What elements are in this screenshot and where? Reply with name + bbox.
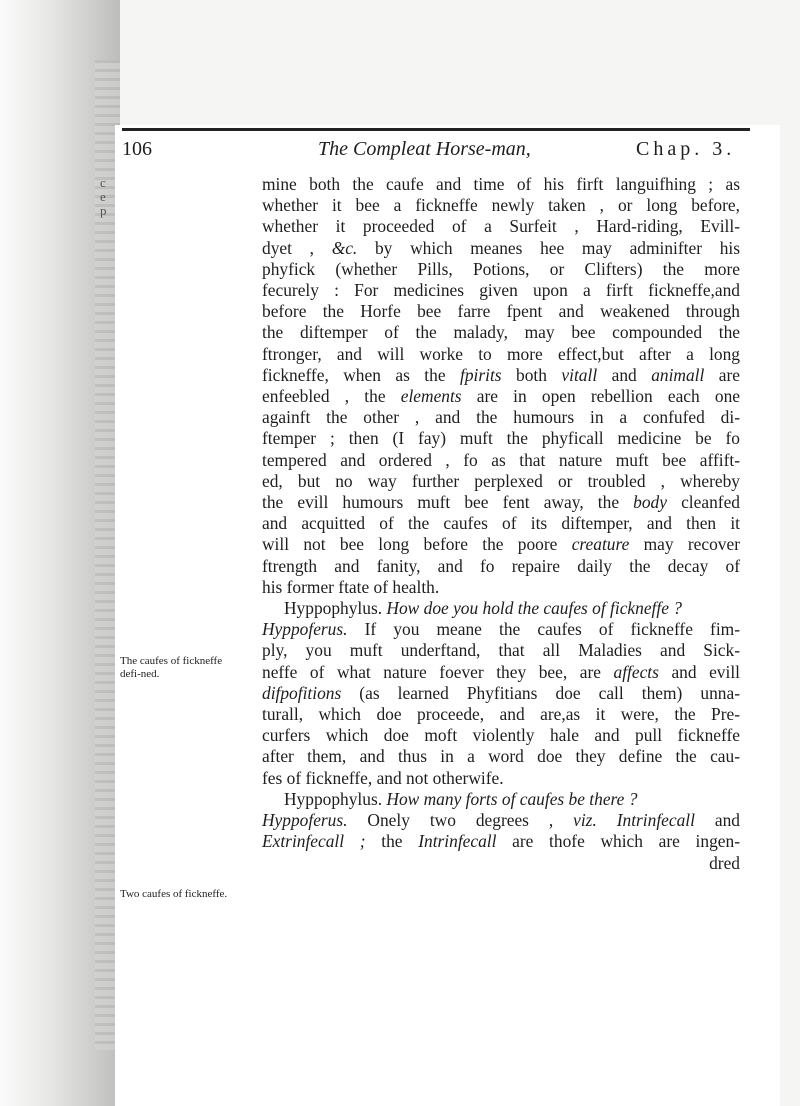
text-line [262, 704, 740, 725]
text-run: by which meanes hee may adminifter his [357, 237, 740, 258]
text-run: againft the other , and the humours in a confufed di- [262, 407, 740, 428]
text-line [262, 662, 740, 683]
italic-text: How doe you hold the caufes of fickneffe ? [386, 598, 682, 619]
page-number: 106 [122, 138, 152, 160]
text-line [262, 789, 740, 810]
text-run: ftronger, and will worke to more effect,but after a long [262, 343, 740, 364]
text-line [262, 492, 740, 513]
text-run: are in open rebellion each one [461, 386, 740, 407]
italic-text: affects [613, 661, 659, 682]
text-line [262, 513, 740, 534]
italic-text: Extrinfecall ; [262, 831, 366, 852]
text-run: whether it proceeded of a Surfeit , Hard-riding, Evill- [262, 216, 740, 237]
chapter-label: Chap. 3. [636, 138, 736, 160]
text-line [262, 619, 740, 640]
italic-text: elements [400, 386, 462, 407]
text-run: cleanfed [666, 492, 740, 513]
text-line [262, 556, 740, 577]
text-run: phyfick (whether Pills, Potions, or Clifters) the more [262, 258, 740, 279]
text-run: Hyppophylus. [284, 598, 387, 619]
italic-text: Intrinfecall [418, 831, 497, 852]
text-run: enfeebled , the [262, 386, 401, 407]
text-line [262, 534, 740, 555]
text-run: the [365, 831, 419, 852]
text-line [262, 322, 740, 343]
text-run: If you meane the caufes of fickneffe fim- [347, 619, 740, 640]
text-run: whether it bee a fickneffe newly taken , or long before, [262, 195, 740, 216]
italic-text: &c. [331, 237, 358, 258]
text-run: and [694, 810, 740, 831]
text-line [262, 640, 740, 661]
text-run: both [501, 364, 562, 385]
text-line [262, 471, 740, 492]
text-run: ply, you muft underftand, that all Maladies and Sick- [262, 640, 740, 661]
text-line [262, 216, 740, 237]
running-title: The Compleat Horse-man, [318, 138, 531, 160]
text-run: before the Horfe bee farre fpent and weakened through [262, 301, 740, 322]
text-run: and evill [658, 661, 740, 682]
text-run: dred [709, 852, 740, 873]
text-run: ftemper ; then (I fay) muft the phyficall medicine be fo [262, 428, 740, 449]
body-text [262, 174, 740, 874]
italic-text: creature [571, 534, 630, 555]
text-line [262, 683, 740, 704]
text-line [262, 428, 740, 449]
italic-text: fpirits [460, 364, 502, 385]
text-run: are thofe which are ingen- [496, 831, 740, 852]
text-run: (as learned Phyfitians doe call them) unna- [341, 682, 740, 703]
text-line [262, 746, 740, 767]
text-line [262, 386, 740, 407]
text-run: ed, but no way further perplexed or troubled , whereby [262, 470, 740, 491]
text-run: turall, which doe proceede, and are,as it were, the Pre- [262, 704, 740, 725]
text-run: tempered and ordered , fo as that nature muft bee affift- [262, 449, 740, 470]
text-line [262, 810, 740, 831]
text-run: the diftemper of the malady, may bee compounded the [262, 322, 740, 343]
italic-text: vitall [561, 364, 598, 385]
text-line [262, 238, 740, 259]
text-line [262, 174, 740, 195]
text-line [262, 598, 740, 619]
text-run: will not bee long before the poore [262, 534, 572, 555]
text-run: the evill humours muft bee fent away, the [262, 492, 634, 513]
text-line [262, 280, 740, 301]
italic-text: viz. Intrinfecall [573, 810, 695, 831]
margin-note-two-causes: Two caufes of fickneffe. [120, 888, 228, 900]
text-run: and acquitted of the caufes of its diftemper, and then it [262, 513, 740, 534]
italic-text: Hyppoferus. [262, 619, 348, 640]
text-run: are [704, 364, 741, 385]
text-run: and [597, 364, 652, 385]
text-run: fickneffe, when as the [262, 364, 461, 385]
text-line [262, 259, 740, 280]
italic-text: Hyppoferus. [262, 810, 348, 831]
italic-text: body [633, 492, 667, 513]
header-rule [122, 128, 750, 131]
italic-text: How many forts of caufes be there ? [386, 788, 638, 809]
text-run: neffe of what nature foever they bee, are [262, 661, 614, 682]
text-line [262, 450, 740, 471]
text-line [262, 195, 740, 216]
text-line [262, 344, 740, 365]
text-line [262, 301, 740, 322]
text-line [262, 407, 740, 428]
text-run: fes of fickneffe, and not otherwife. [262, 767, 504, 788]
text-run: his former ftate of health. [262, 576, 440, 597]
text-run: Hyppophylus. [284, 788, 387, 809]
text-run: Onely two degrees , [347, 810, 574, 831]
text-line [262, 577, 740, 598]
text-run: after them, and thus in a word doe they define the cau- [262, 746, 740, 767]
text-line [262, 853, 740, 874]
margin-note-causes-defined: The caufes of fickneffe defi-ned. [120, 655, 223, 680]
text-line [262, 768, 740, 789]
text-run: mine both the caufe and time of his firft languifhing ; as [262, 174, 740, 194]
text-run: may recover [629, 534, 740, 555]
italic-text: difpofitions [262, 682, 342, 703]
text-line [262, 365, 740, 386]
text-run: dyet , [262, 237, 332, 258]
text-line [262, 725, 740, 746]
italic-text: animall [651, 364, 705, 385]
text-run: fecurely : For medicines given upon a firft fickneffe,and [262, 280, 740, 301]
text-run: ftrength and fanity, and fo repaire daily the decay of [262, 555, 740, 576]
text-line [262, 831, 740, 852]
adjacent-page-edge-letters: c e p [100, 175, 107, 218]
text-run: curfers which doe moft violently hale and pull fickneffe [262, 725, 740, 746]
